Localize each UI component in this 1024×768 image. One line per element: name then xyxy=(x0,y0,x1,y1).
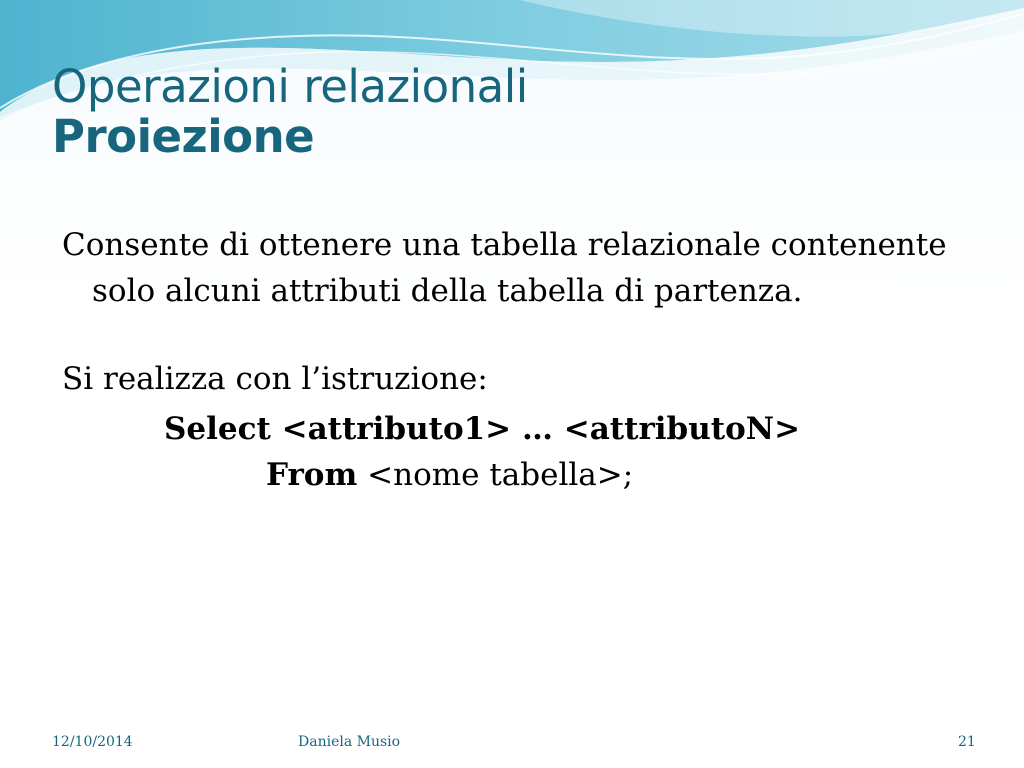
title-main: Operazioni relazionali xyxy=(52,60,528,113)
sql-from-keyword: From xyxy=(266,457,358,493)
body-paragraph-definition: Consente di ottenere una tabella relazionale contenente solo alcuni attributi della tabella di partenza. xyxy=(62,227,947,309)
body-paragraph-instruction: Si realizza con l’istruzione: xyxy=(62,361,488,397)
sql-select-line: Select <attributo1> … <attributoN> xyxy=(164,411,801,447)
sql-from-table: <nome tabella>; xyxy=(357,457,634,493)
sql-from-line xyxy=(266,452,982,498)
title-subtitle: Proiezione xyxy=(52,110,315,164)
footer-author: Daniela Musio xyxy=(298,734,401,750)
slide-body xyxy=(62,222,982,498)
footer-page-number: 21 xyxy=(958,734,976,750)
slide-title xyxy=(52,62,528,163)
footer-date: 12/10/2014 xyxy=(52,734,133,750)
